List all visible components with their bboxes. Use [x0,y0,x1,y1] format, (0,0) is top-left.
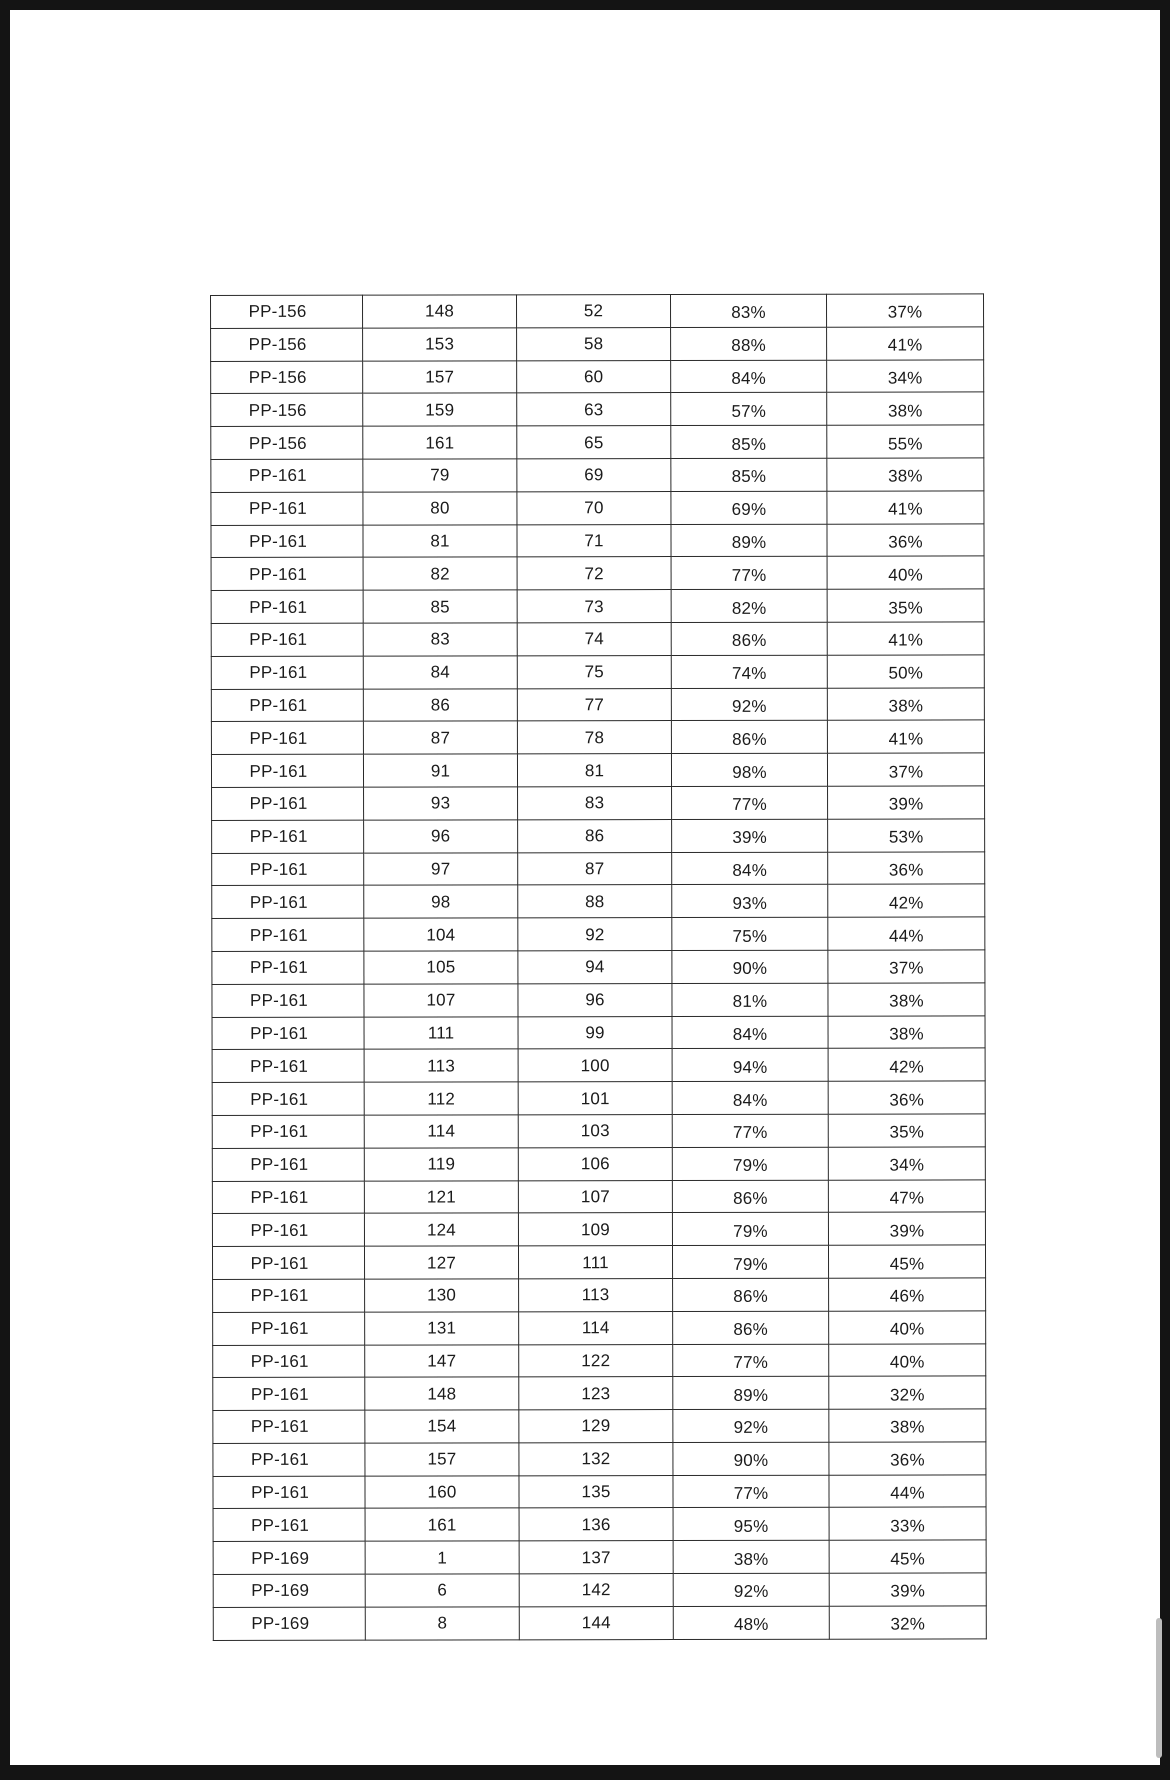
value-a-cell: 154 [365,1410,519,1443]
percent-b-cell: 38% [827,392,984,425]
sample-id-cell: PP-161 [212,984,364,1017]
sample-id-cell: PP-161 [211,525,363,558]
percent-a-cell: 88% [671,327,827,360]
percent-a-cell: 77% [673,1344,829,1377]
value-a-cell: 159 [363,393,517,426]
value-a-cell: 98 [364,885,518,918]
value-a-cell: 81 [363,524,517,557]
percent-b-cell: 37% [828,950,985,983]
value-a-cell: 112 [364,1082,518,1115]
value-a-cell: 6 [365,1574,519,1607]
table-body [211,294,987,1640]
value-b-cell: 132 [519,1442,673,1475]
scanned-page [10,10,1160,1765]
table-row [211,687,984,721]
value-b-cell: 69 [517,459,671,492]
percent-b-cell: 42% [828,1048,985,1081]
value-a-cell: 84 [363,656,517,689]
sample-id-cell: PP-161 [212,1082,364,1115]
table-row [211,392,984,426]
percent-b-cell: 39% [828,1212,985,1245]
table-row [211,523,984,557]
table-row [211,294,984,328]
sample-id-cell: PP-156 [211,361,363,394]
sample-id-cell: PP-161 [213,1443,365,1476]
value-b-cell: 63 [517,393,671,426]
percent-b-cell: 44% [828,917,985,950]
percent-b-cell: 36% [827,523,984,556]
value-a-cell: 105 [364,951,518,984]
percent-a-cell: 90% [672,950,828,983]
value-a-cell: 157 [363,360,517,393]
vertical-scrollbar[interactable] [1156,10,1164,1765]
value-a-cell: 119 [364,1148,518,1181]
sample-id-cell: PP-161 [212,1213,364,1246]
value-a-cell: 131 [365,1312,519,1345]
value-a-cell: 160 [365,1476,519,1509]
sample-id-cell: PP-169 [213,1607,365,1640]
table-row [212,983,985,1017]
value-b-cell: 113 [519,1278,673,1311]
value-b-cell: 142 [519,1574,673,1607]
sample-id-cell: PP-161 [212,820,364,853]
sample-id-cell: PP-161 [213,1377,365,1410]
sample-id-cell: PP-161 [211,689,363,722]
value-a-cell: 91 [363,754,517,787]
value-a-cell: 97 [364,852,518,885]
table-row [212,1245,985,1279]
value-a-cell: 121 [364,1180,518,1213]
percent-b-cell: 47% [828,1179,985,1212]
value-b-cell: 122 [519,1344,673,1377]
value-b-cell: 52 [517,295,671,328]
percent-a-cell: 77% [672,1114,828,1147]
percent-a-cell: 94% [672,1049,828,1082]
percent-a-cell: 57% [671,393,827,426]
value-b-cell: 75 [517,655,671,688]
percent-a-cell: 89% [671,524,827,557]
sample-id-cell: PP-161 [212,1246,364,1279]
value-a-cell: 107 [364,984,518,1017]
value-b-cell: 92 [518,918,672,951]
sample-id-cell: PP-161 [213,1345,365,1378]
value-a-cell: 96 [364,820,518,853]
percent-a-cell: 48% [673,1606,829,1639]
percent-a-cell: 85% [671,458,827,491]
table-row [211,359,984,393]
value-a-cell: 80 [363,492,517,525]
sample-id-cell: PP-161 [212,1181,364,1214]
value-b-cell: 137 [519,1541,673,1574]
sample-id-cell: PP-161 [212,1050,364,1083]
percent-b-cell: 35% [828,1114,985,1147]
percent-a-cell: 79% [672,1245,828,1278]
value-a-cell: 130 [365,1279,519,1312]
percent-a-cell: 86% [671,622,827,655]
value-a-cell: 114 [364,1115,518,1148]
value-a-cell: 87 [363,721,517,754]
table-row [211,655,984,689]
value-b-cell: 94 [518,950,672,983]
percent-b-cell: 32% [829,1606,986,1639]
sample-id-cell: PP-156 [211,295,363,328]
percent-a-cell: 92% [673,1409,829,1442]
table-row [213,1606,986,1640]
percent-b-cell: 46% [829,1278,986,1311]
percent-a-cell: 69% [671,491,827,524]
table-row [212,1081,985,1115]
sample-id-cell: PP-161 [211,492,363,525]
sample-id-cell: PP-161 [211,754,363,787]
table-row [211,425,984,459]
value-b-cell: 86 [518,819,672,852]
table-row [211,622,984,656]
table-row [212,851,985,885]
value-b-cell: 106 [518,1147,672,1180]
table-row [211,491,984,525]
sample-id-cell: PP-161 [213,1509,365,1542]
percent-b-cell: 34% [828,1147,985,1180]
percent-a-cell: 86% [671,721,827,754]
table-row [212,1114,985,1148]
value-b-cell: 73 [517,590,671,623]
sample-id-cell: PP-169 [213,1541,365,1574]
table-row [213,1376,986,1410]
percent-b-cell: 36% [829,1442,986,1475]
value-b-cell: 100 [518,1049,672,1082]
value-a-cell: 113 [364,1049,518,1082]
percent-b-cell: 45% [828,1245,985,1278]
percent-a-cell: 39% [672,819,828,852]
sample-id-cell: PP-161 [212,951,364,984]
value-b-cell: 107 [518,1180,672,1213]
value-b-cell: 99 [518,1016,672,1049]
table-row [212,1048,985,1082]
percent-a-cell: 79% [672,1213,828,1246]
table-row [211,458,984,492]
sample-id-cell: PP-161 [213,1279,365,1312]
table-row [211,753,984,787]
sample-id-cell: PP-161 [211,558,363,591]
percent-b-cell: 38% [829,1409,986,1442]
table-row [213,1573,986,1607]
value-b-cell: 77 [517,688,671,721]
value-a-cell: 148 [365,1377,519,1410]
percent-a-cell: 92% [673,1573,829,1606]
percent-b-cell: 37% [826,294,983,327]
value-a-cell: 86 [363,688,517,721]
value-b-cell: 103 [518,1114,672,1147]
percent-a-cell: 84% [671,360,827,393]
sample-id-cell: PP-161 [212,886,364,919]
value-b-cell: 123 [519,1377,673,1410]
percent-b-cell: 37% [827,753,984,786]
percent-b-cell: 39% [829,1573,986,1606]
table-row [212,884,985,918]
sample-id-cell: PP-161 [212,1115,364,1148]
value-b-cell: 87 [518,852,672,885]
table-row [212,1147,985,1181]
table-row [213,1475,986,1509]
sample-id-cell: PP-161 [213,1476,365,1509]
percent-a-cell: 82% [671,589,827,622]
percent-b-cell: 34% [827,359,984,392]
percent-a-cell: 93% [672,885,828,918]
percent-a-cell: 86% [673,1278,829,1311]
sample-id-cell: PP-161 [213,1410,365,1443]
value-b-cell: 65 [517,426,671,459]
table-row [212,1179,985,1213]
percent-a-cell: 79% [672,1147,828,1180]
value-b-cell: 136 [519,1508,673,1541]
value-b-cell: 111 [518,1246,672,1279]
percent-b-cell: 55% [827,425,984,458]
percent-b-cell: 50% [827,655,984,688]
percent-b-cell: 53% [828,819,985,852]
value-b-cell: 72 [517,557,671,590]
value-a-cell: 157 [365,1443,519,1476]
table-row [212,1212,985,1246]
value-a-cell: 104 [364,918,518,951]
percent-b-cell: 41% [827,720,984,753]
percent-b-cell: 36% [828,851,985,884]
percent-b-cell: 40% [829,1343,986,1376]
percent-b-cell: 39% [828,786,985,819]
sample-id-cell: PP-161 [211,590,363,623]
percent-b-cell: 45% [829,1540,986,1573]
sample-id-cell: PP-161 [212,853,364,886]
percent-a-cell: 74% [671,655,827,688]
value-a-cell: 153 [363,328,517,361]
value-b-cell: 135 [519,1475,673,1508]
percent-a-cell: 81% [672,983,828,1016]
percent-b-cell: 38% [827,687,984,720]
percent-a-cell: 84% [672,1081,828,1114]
table-row [212,1015,985,1049]
percent-a-cell: 90% [673,1442,829,1475]
value-a-cell: 147 [365,1344,519,1377]
sample-id-cell: PP-161 [212,1148,364,1181]
table-row [213,1540,986,1574]
table-row [213,1507,986,1541]
value-b-cell: 101 [518,1082,672,1115]
value-b-cell: 109 [518,1213,672,1246]
value-b-cell: 129 [519,1410,673,1443]
percent-a-cell: 38% [673,1540,829,1573]
percent-b-cell: 35% [827,589,984,622]
table-row [212,786,985,820]
value-b-cell: 81 [517,754,671,787]
table-row [213,1442,986,1476]
percent-a-cell: 86% [673,1311,829,1344]
table-row [211,327,984,361]
percent-a-cell: 77% [672,786,828,819]
percent-b-cell: 40% [829,1311,986,1344]
value-a-cell: 8 [365,1607,519,1640]
value-a-cell: 85 [363,590,517,623]
percent-a-cell: 85% [671,425,827,458]
percent-a-cell: 84% [672,852,828,885]
percent-a-cell: 75% [672,917,828,950]
value-a-cell: 161 [363,426,517,459]
sample-id-cell: PP-156 [211,328,363,361]
percent-b-cell: 41% [827,622,984,655]
value-a-cell: 127 [364,1246,518,1279]
scrollbar-thumb[interactable] [1156,1618,1162,1758]
sample-id-cell: PP-156 [211,426,363,459]
percent-b-cell: 38% [827,458,984,491]
value-b-cell: 58 [517,327,671,360]
percent-a-cell: 95% [673,1508,829,1541]
percent-a-cell: 98% [671,753,827,786]
percent-a-cell: 84% [672,1016,828,1049]
percent-b-cell: 42% [828,884,985,917]
value-b-cell: 88 [518,885,672,918]
sample-id-cell: PP-161 [213,1312,365,1345]
table-row [212,950,985,984]
sample-id-cell: PP-161 [212,918,364,951]
percent-a-cell: 92% [671,688,827,721]
value-b-cell: 60 [517,360,671,393]
sample-id-cell: PP-161 [211,656,363,689]
sample-id-cell: PP-161 [211,623,363,656]
percent-b-cell: 41% [827,491,984,524]
sample-id-cell: PP-161 [211,722,363,755]
percent-b-cell: 41% [827,327,984,360]
value-b-cell: 144 [519,1606,673,1639]
percent-b-cell: 36% [828,1081,985,1114]
value-a-cell: 1 [365,1541,519,1574]
percent-a-cell: 89% [673,1377,829,1410]
value-b-cell: 83 [518,786,672,819]
value-b-cell: 70 [517,491,671,524]
table-row [213,1311,986,1345]
percent-a-cell: 77% [671,557,827,590]
table-row [213,1278,986,1312]
value-a-cell: 161 [365,1508,519,1541]
percent-a-cell: 86% [672,1180,828,1213]
value-a-cell: 111 [364,1016,518,1049]
value-b-cell: 114 [519,1311,673,1344]
table-row [212,819,985,853]
percent-a-cell: 83% [671,294,827,327]
value-b-cell: 78 [517,721,671,754]
table-row [211,589,984,623]
percent-b-cell: 38% [828,983,985,1016]
sample-id-cell: PP-156 [211,394,363,427]
table-row [213,1343,986,1377]
sample-id-cell: PP-161 [212,1017,364,1050]
value-b-cell: 71 [517,524,671,557]
value-a-cell: 83 [363,623,517,656]
percent-a-cell: 77% [673,1475,829,1508]
percent-b-cell: 40% [827,556,984,589]
percent-b-cell: 32% [829,1376,986,1409]
table-row [211,556,984,590]
table-row [211,720,984,754]
percent-b-cell: 38% [828,1015,985,1048]
percent-b-cell: 44% [829,1475,986,1508]
table-row [212,917,985,951]
sample-id-cell: PP-161 [211,459,363,492]
data-table [210,293,987,1640]
value-b-cell: 74 [517,623,671,656]
percent-b-cell: 33% [829,1507,986,1540]
table-row [213,1409,986,1443]
value-a-cell: 79 [363,459,517,492]
value-b-cell: 96 [518,983,672,1016]
value-a-cell: 148 [363,295,517,328]
sample-id-cell: PP-161 [212,787,364,820]
sample-id-cell: PP-169 [213,1574,365,1607]
value-a-cell: 93 [364,787,518,820]
value-a-cell: 124 [364,1213,518,1246]
value-a-cell: 82 [363,557,517,590]
